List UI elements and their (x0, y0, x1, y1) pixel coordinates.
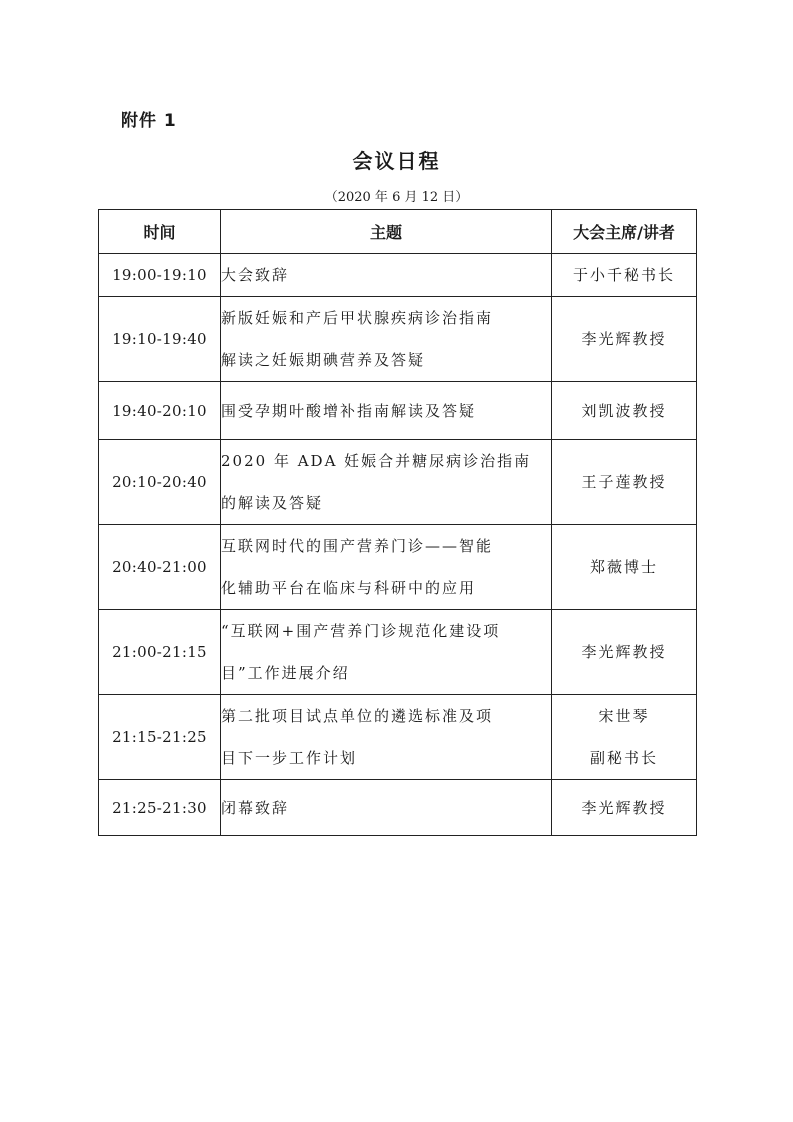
table-row (99, 780, 697, 836)
topic-line: 新版妊娠和产后甲状腺疾病诊治指南 (221, 309, 494, 327)
speaker-line: 于小千秘书长 (572, 266, 675, 284)
speaker-cell (552, 254, 697, 297)
schedule-table (98, 209, 697, 836)
table-row (99, 382, 697, 440)
speaker-cell (552, 297, 697, 382)
topic-line: 目”工作进展介绍 (221, 664, 350, 682)
speaker-line: 李光辉教授 (581, 798, 667, 817)
time-cell: 19:10-19:40 (99, 297, 221, 382)
topic-cell (221, 440, 552, 525)
topic-line: 第二批项目试点单位的遴选标准及项 (221, 707, 494, 725)
topic-cell (221, 695, 552, 780)
speaker-line: 李光辉教授 (581, 643, 667, 661)
topic-line: 解读之妊娠期碘营养及答疑 (221, 351, 426, 369)
speaker-cell (552, 610, 697, 695)
topic-line: “互联网+围产营养门诊规范化建设项 (221, 622, 501, 640)
column-header-time: 时间 (99, 210, 221, 254)
time-cell: 19:40-20:10 (99, 382, 221, 440)
speaker-cell (552, 780, 697, 836)
column-header-topic: 主题 (221, 210, 552, 254)
time-cell: 21:00-21:15 (99, 610, 221, 695)
topic-line: 闭幕致辞 (221, 798, 290, 817)
speaker-line: 郑薇博士 (589, 558, 658, 576)
time-cell: 21:25-21:30 (99, 780, 221, 836)
time-cell: 20:40-21:00 (99, 525, 221, 610)
speaker-cell (552, 525, 697, 610)
topic-line: 化辅助平台在临床与科研中的应用 (221, 579, 477, 597)
speaker-cell (552, 382, 697, 440)
time-cell: 21:15-21:25 (99, 695, 221, 780)
topic-cell (221, 780, 552, 836)
column-header-speaker: 大会主席/讲者 (552, 210, 697, 254)
topic-line: 目下一步工作计划 (221, 749, 358, 767)
speaker-line: 李光辉教授 (581, 330, 667, 348)
speaker-line: 副秘书长 (589, 749, 658, 767)
speaker-line: 宋世琴 (598, 707, 650, 725)
topic-cell (221, 297, 552, 382)
table-row (99, 440, 697, 525)
page-title: 会议日程 (352, 149, 441, 173)
speaker-line: 王子莲教授 (581, 473, 667, 491)
time-cell: 19:00-19:10 (99, 254, 221, 297)
attachment-label: 附件 1 (121, 111, 177, 131)
topic-cell (221, 382, 552, 440)
table-row (99, 297, 697, 382)
time-cell: 20:10-20:40 (99, 440, 221, 525)
topic-line: 互联网时代的围产营养门诊——智能 (221, 537, 494, 555)
speaker-cell (552, 695, 697, 780)
topic-line: 大会致辞 (221, 266, 290, 284)
topic-line: 2020 年 ADA 妊娠合并糖尿病诊治指南 (221, 452, 532, 470)
topic-cell (221, 254, 552, 297)
table-row (99, 525, 697, 610)
topic-line: 的解读及答疑 (221, 494, 324, 512)
meeting-date: （2020 年 6 月 12 日） (324, 190, 469, 205)
topic-line: 围受孕期叶酸增补指南解读及答疑 (221, 401, 477, 420)
speaker-cell (552, 440, 697, 525)
topic-cell (221, 525, 552, 610)
topic-cell (221, 610, 552, 695)
table-row (99, 695, 697, 780)
table-header-row (99, 210, 697, 254)
speaker-line: 刘凯波教授 (581, 401, 667, 420)
table-row (99, 254, 697, 297)
table-row (99, 610, 697, 695)
